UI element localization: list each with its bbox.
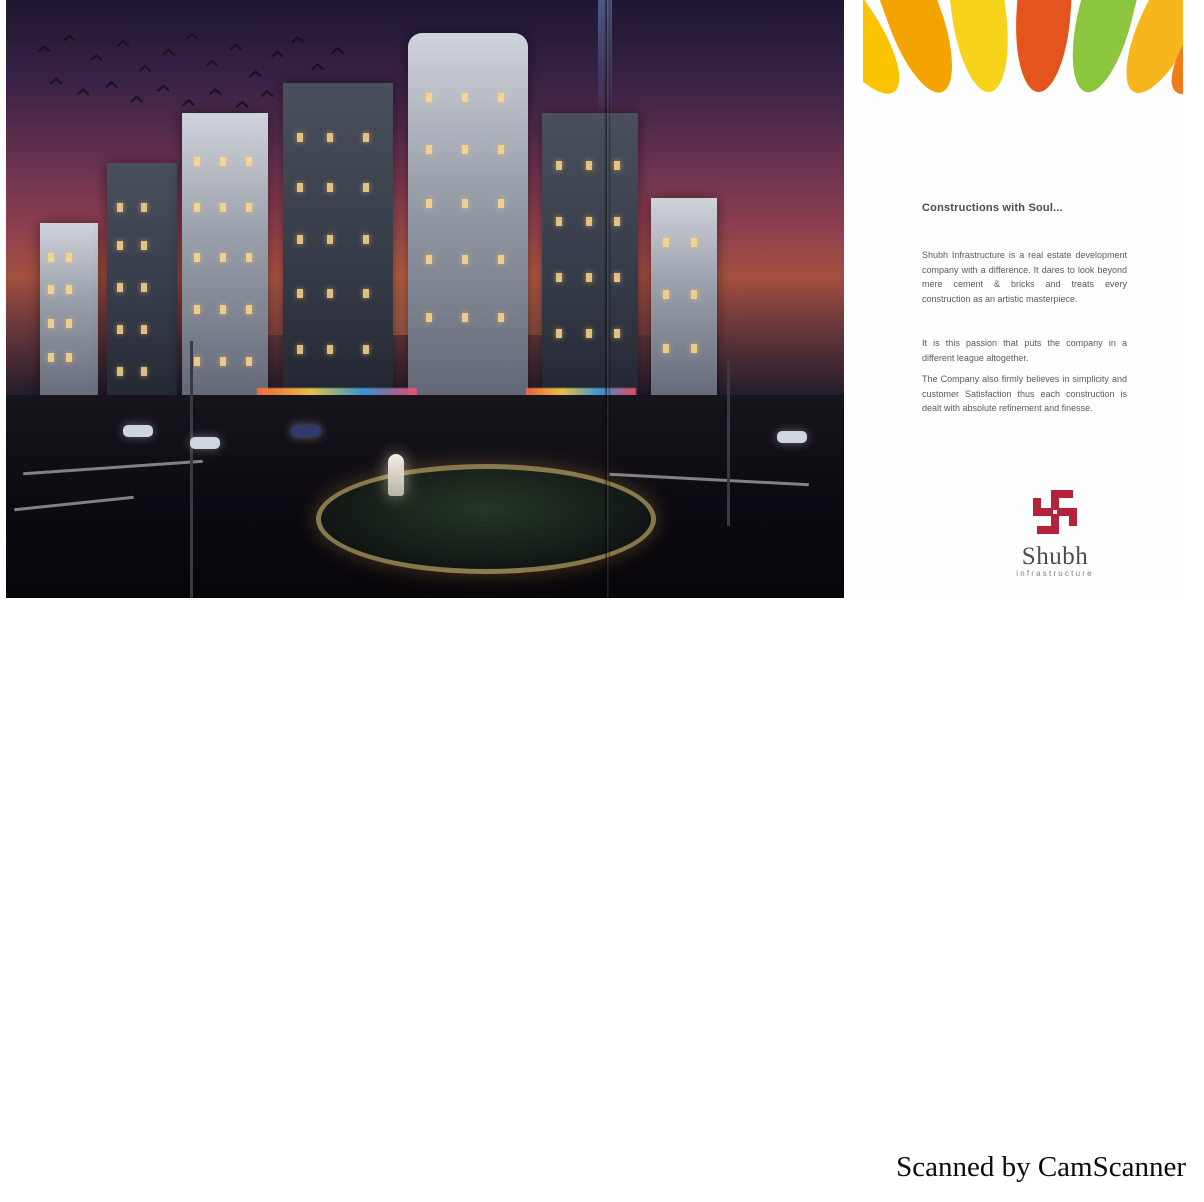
parked-car xyxy=(190,437,220,449)
page-title: Constructions with Soul... xyxy=(922,202,1063,214)
fountain-sculpture xyxy=(388,454,404,496)
building-block xyxy=(182,113,268,413)
body-paragraph: Shubh Infrastructure is a real estate development company with a difference. It dares to look beyond mere cement & bricks and treats every construction as an artistic masterpiece. xyxy=(922,250,1127,304)
body-paragraph: The Company also firmly believes in simplicity and customer Satisfaction thus each construction is dealt with absolute refinement and finesse. xyxy=(922,374,1127,413)
parked-car xyxy=(123,425,153,437)
body-paragraph: It is this passion that puts the company in a different league altogether. xyxy=(922,338,1127,363)
parked-car xyxy=(777,431,807,443)
company-logo xyxy=(990,488,1120,578)
shubh-swastika-logo-mark xyxy=(1031,488,1079,536)
logo-tagline: infrastructure xyxy=(1016,569,1094,578)
night-render-photo xyxy=(6,0,844,598)
building-block xyxy=(542,113,638,413)
building-tower xyxy=(408,33,528,413)
street-lamp-pole xyxy=(190,341,193,598)
building-block xyxy=(107,163,177,413)
building-block xyxy=(651,198,717,413)
camscanner-watermark: Scanned by CamScanner xyxy=(896,1151,1186,1183)
street-lamp-pole xyxy=(727,359,730,526)
page-binding-seam xyxy=(604,0,611,598)
building-block xyxy=(40,223,98,413)
parked-car xyxy=(291,425,321,437)
brochure-text-page xyxy=(844,0,1183,598)
scanned-page-spread xyxy=(6,0,1183,598)
fan-ribbon-graphic xyxy=(863,0,1183,112)
building-block xyxy=(283,83,393,413)
logo-wordmark: Shubh xyxy=(1021,543,1089,570)
